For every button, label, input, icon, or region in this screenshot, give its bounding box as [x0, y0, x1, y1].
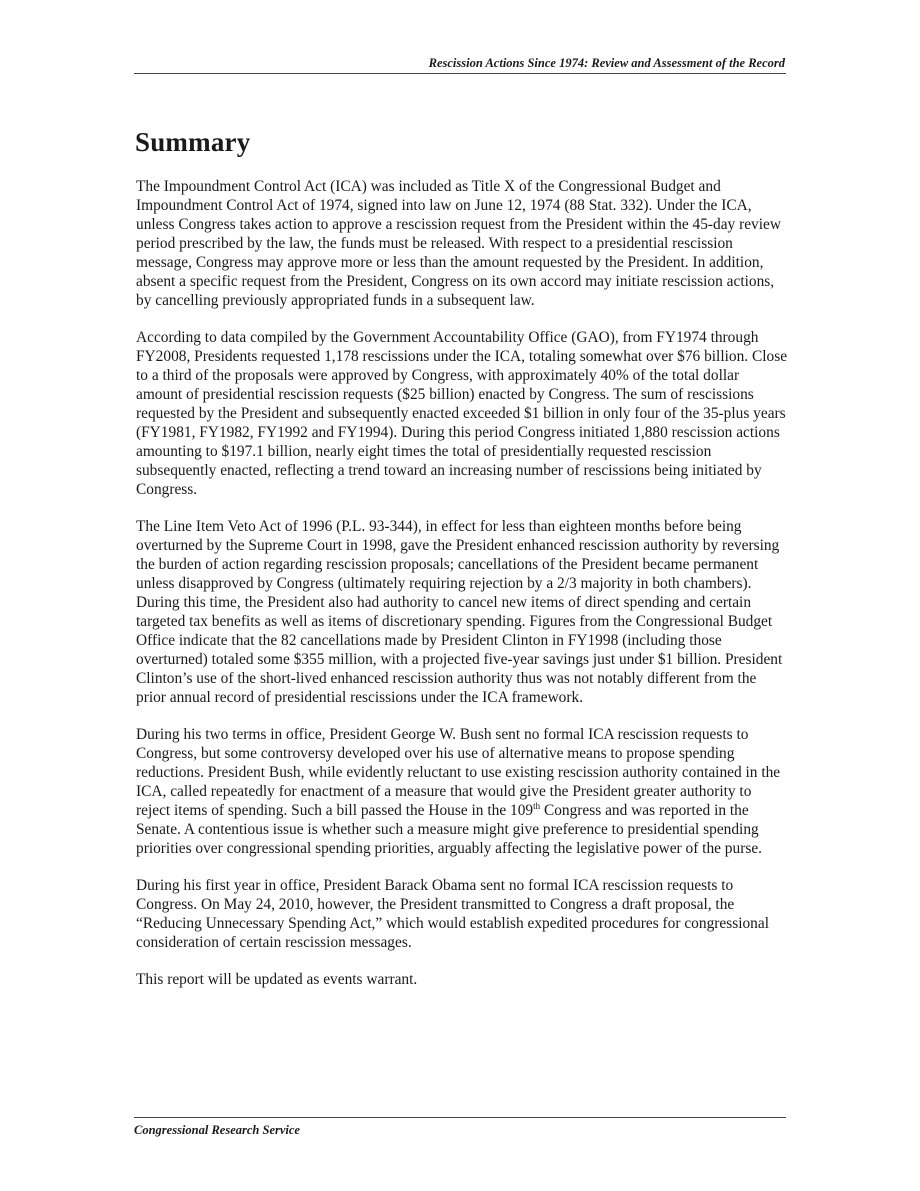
paragraph-gao-data: According to data compiled by the Government Accountability Office (GAO), from FY1974 through FY2008, Presidents requested 1,178 rescissions under the ICA, totaling somewhat over $76 billion. Close to a third of the proposals were approved by Congress, with approximately 40% of the total dollar amount of presidential rescission requests ($25 billion) enacted by Congress. The sum of rescissions requested by the President and subsequently enacted exceeded $1 billion in only four of the 35-plus years (FY1981, FY1982, FY1992 and FY1994). During this period Congress initiated 1,880 rescission actions amounting to $197.1 billion, nearly eight times the total of presidentially requested rescission subsequently enacted, reflecting a trend toward an increasing number of rescissions being initiated by Congress. — [136, 329, 788, 498]
paragraph-bush-text-before: During his two terms in office, President George W. Bush sent no formal ICA rescission requests to Congress, but some controversy developed over his use of alternative means to propose spending reductions. President Bush, while evidently reluctant to use existing rescission authority contained in the ICA, called repeatedly for enactment of a measure that would give the President greater authority to reject items of spending. Such a bill passed the House in the 109 — [136, 726, 781, 819]
ordinal-superscript: th — [533, 800, 541, 811]
paragraph-ica-overview: The Impoundment Control Act (ICA) was included as Title X of the Congressional Budget and Impoundment Control Act of 1974, signed into law on June 12, 1974 (88 Stat. 332). Under the ICA, unless Congress takes action to approve a rescission request from the President within the 45-day review period prescribed by the law, the funds must be released. With respect to a presidential rescission message, Congress may approve more or less than the amount requested by the President. In addition, absent a specific request from the President, Congress on its own accord may initiate rescission actions, by cancelling previously appropriated funds in a subsequent law. — [136, 178, 781, 309]
paragraph-line-item-veto: The Line Item Veto Act of 1996 (P.L. 93-344), in effect for less than eighteen months before being overturned by the Supreme Court in 1998, gave the President enhanced rescission authority by reversing the burden of action regarding rescission proposals; cancellations of the President became permanent unless disapproved by Congress (ultimately requiring rejection by a 2/3 majority in both chambers). During this time, the President also had authority to cancel new items of direct spending and certain targeted tax benefits as well as items of discretionary spending. Figures from the Congressional Budget Office indicate that the 82 cancellations made by President Clinton in FY1998 (including those overturned) totaled some $355 million, with a projected five-year savings just under $1 billion. President Clinton’s use of the short-lived enhanced rescission authority thus was not notably different from the prior annual record of presidential rescissions under the ICA framework. — [136, 518, 783, 706]
paragraph-bush-administration — [136, 725, 788, 858]
paragraph-update-note: This report will be updated as events warrant. — [136, 971, 418, 988]
running-header — [134, 55, 786, 74]
paragraph-obama-administration: During his first year in office, President Barack Obama sent no formal ICA rescission requests to Congress. On May 24, 2010, however, the President transmitted to Congress a draft proposal, the “Reducing Unnecessary Spending Act,” which would establish expedited procedures for congressional consideration of certain rescission messages. — [136, 877, 769, 951]
page-footer — [134, 1117, 786, 1138]
page-title: Summary — [135, 127, 251, 157]
summary-body — [136, 177, 788, 1007]
paragraph-bush-text-after: Congress and was reported in the Senate. A contentious issue is whether such a measure might give preference to presidential spending priorities over congressional spending priorities, arguably affecting the legislative power of the purse. — [136, 802, 762, 857]
running-header-title: Rescission Actions Since 1974: Review and Assessment of the Record — [428, 56, 785, 70]
footer-publisher: Congressional Research Service — [134, 1123, 300, 1137]
